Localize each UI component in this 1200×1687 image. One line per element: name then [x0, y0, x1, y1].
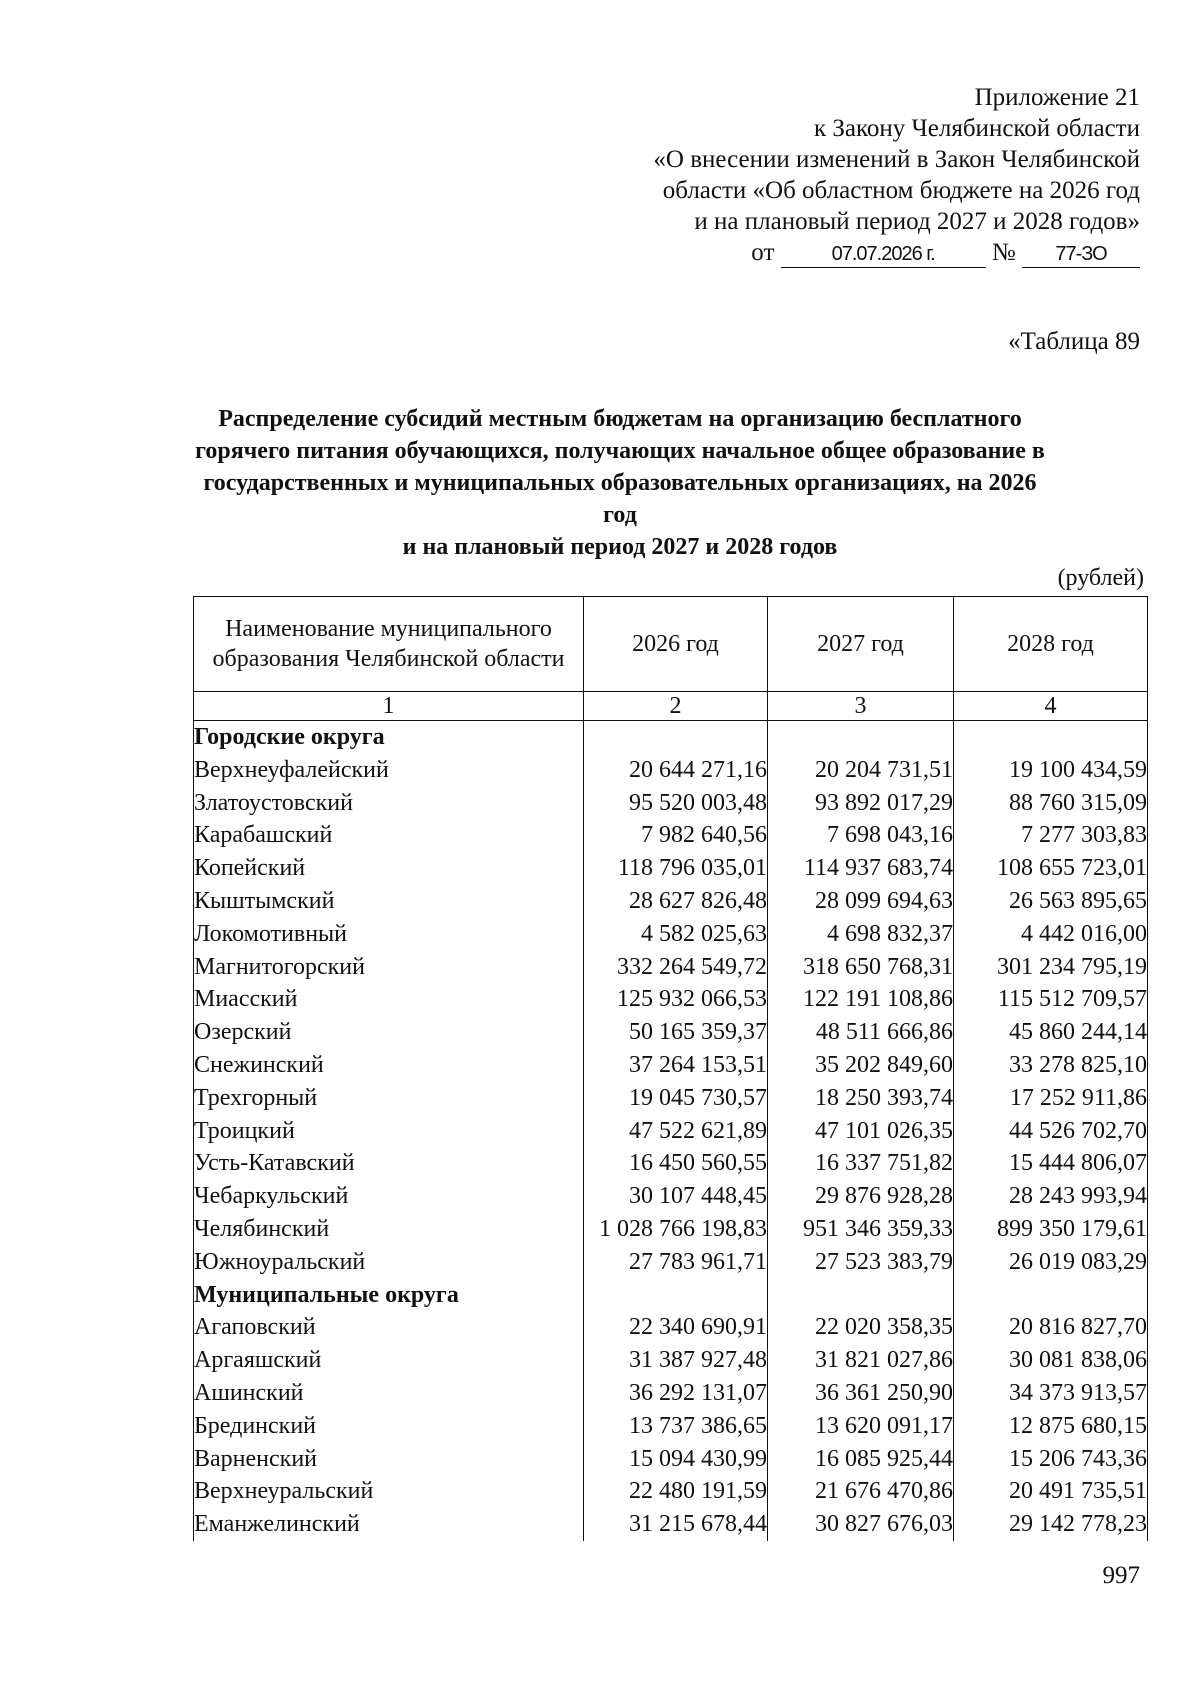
table-row: [194, 1311, 1148, 1344]
header-line: области «Об областном бюджете на 2026 год: [662, 177, 1140, 204]
amount-cell: 20 491 735,51: [954, 1475, 1148, 1508]
number-prefix: №: [991, 239, 1016, 266]
municipality-name: Златоустовский: [194, 787, 584, 820]
table-row: [194, 1443, 1148, 1476]
amount-cell: 13 737 386,65: [584, 1410, 768, 1443]
table-row: [194, 885, 1148, 918]
municipality-name: Троицкий: [194, 1115, 584, 1148]
title-line: горячего питания обучающихся, получающих начальное общее образование в: [195, 438, 1045, 464]
table-row: [194, 1180, 1148, 1213]
municipality-name: Южноуральский: [194, 1246, 584, 1279]
table-row: [194, 852, 1148, 885]
amount-cell: 26 563 895,65: [954, 885, 1148, 918]
table-row: [194, 918, 1148, 951]
table-row: [194, 1115, 1148, 1148]
table-row: [194, 1082, 1148, 1115]
municipality-name: Еманжелинский: [194, 1508, 584, 1541]
amount-cell: 29 876 928,28: [768, 1180, 954, 1213]
header-2028: 2028 год: [954, 597, 1148, 692]
amount-cell: 13 620 091,17: [768, 1410, 954, 1443]
table-row: [194, 819, 1148, 852]
section-row: [194, 1279, 1148, 1312]
amount-cell: 50 165 359,37: [584, 1016, 768, 1049]
amount-cell: 114 937 683,74: [768, 852, 954, 885]
amount-cell: 31 215 678,44: [584, 1508, 768, 1541]
amount-cell: 7 698 043,16: [768, 819, 954, 852]
amount-cell: 20 644 271,16: [584, 754, 768, 787]
table-label: «Таблица 89: [1008, 328, 1140, 355]
number-field: 77-ЗО: [1022, 241, 1140, 268]
municipality-name: Карабашский: [194, 819, 584, 852]
amount-cell: 301 234 795,19: [954, 951, 1148, 984]
amount-cell: 28 627 826,48: [584, 885, 768, 918]
amount-cell: 34 373 913,57: [954, 1377, 1148, 1410]
empty-cell: [584, 1279, 768, 1312]
amount-cell: 47 101 026,35: [768, 1115, 954, 1148]
column-number: 3: [768, 692, 954, 721]
municipality-name: Озерский: [194, 1016, 584, 1049]
column-number: 4: [954, 692, 1148, 721]
amount-cell: 19 100 434,59: [954, 754, 1148, 787]
table-row: [194, 1508, 1148, 1541]
column-number: 1: [194, 692, 584, 721]
amount-cell: 20 204 731,51: [768, 754, 954, 787]
municipality-name: Усть-Катавский: [194, 1147, 584, 1180]
table-row: [194, 1377, 1148, 1410]
table-row: [194, 1016, 1148, 1049]
amount-cell: 118 796 035,01: [584, 852, 768, 885]
amount-cell: 45 860 244,14: [954, 1016, 1148, 1049]
table-row: [194, 1475, 1148, 1508]
section-title: Городские округа: [194, 721, 584, 754]
municipality-name: Снежинский: [194, 1049, 584, 1082]
title-line: государственных и муниципальных образовательных организациях, на 2026 год: [203, 470, 1037, 528]
amount-cell: 19 045 730,57: [584, 1082, 768, 1115]
title-line: и на плановый период 2027 и 2028 годов: [402, 534, 838, 560]
amount-cell: 30 107 448,45: [584, 1180, 768, 1213]
subsidy-table: [193, 596, 1148, 1541]
amount-cell: 125 932 066,53: [584, 983, 768, 1016]
amount-cell: 36 292 131,07: [584, 1377, 768, 1410]
table-row: [194, 1344, 1148, 1377]
amount-cell: 951 346 359,33: [768, 1213, 954, 1246]
page-number: 997: [1102, 1562, 1140, 1589]
header-line: к Закону Челябинской области: [814, 115, 1140, 142]
date-number-line: [653, 237, 1140, 268]
amount-cell: 37 264 153,51: [584, 1049, 768, 1082]
table-row: [194, 1246, 1148, 1279]
empty-cell: [954, 721, 1148, 754]
column-number: 2: [584, 692, 768, 721]
table-row: [194, 1147, 1148, 1180]
table-body: [194, 721, 1148, 1541]
table-row: [194, 787, 1148, 820]
amount-cell: 15 444 806,07: [954, 1147, 1148, 1180]
amount-cell: 4 582 025,63: [584, 918, 768, 951]
amount-cell: 15 206 743,36: [954, 1443, 1148, 1476]
municipality-name: Агаповский: [194, 1311, 584, 1344]
amount-cell: 26 019 083,29: [954, 1246, 1148, 1279]
amount-cell: 44 526 702,70: [954, 1115, 1148, 1148]
empty-cell: [954, 1279, 1148, 1312]
amount-cell: 30 827 676,03: [768, 1508, 954, 1541]
amount-cell: 29 142 778,23: [954, 1508, 1148, 1541]
amount-cell: 332 264 549,72: [584, 951, 768, 984]
amount-cell: 18 250 393,74: [768, 1082, 954, 1115]
table-row: [194, 1049, 1148, 1082]
amount-cell: 36 361 250,90: [768, 1377, 954, 1410]
table-header-row: [194, 597, 1148, 692]
amount-cell: 47 522 621,89: [584, 1115, 768, 1148]
amount-cell: 4 698 832,37: [768, 918, 954, 951]
amount-cell: 899 350 179,61: [954, 1213, 1148, 1246]
amount-cell: 22 340 690,91: [584, 1311, 768, 1344]
amount-cell: 7 277 303,83: [954, 819, 1148, 852]
amount-cell: 115 512 709,57: [954, 983, 1148, 1016]
amount-cell: 31 387 927,48: [584, 1344, 768, 1377]
table-row: [194, 1410, 1148, 1443]
amount-cell: 15 094 430,99: [584, 1443, 768, 1476]
amount-cell: 93 892 017,29: [768, 787, 954, 820]
header-line: «О внесении изменений в Закон Челябинской: [653, 146, 1140, 173]
municipality-name: Магнитогорский: [194, 951, 584, 984]
municipality-name: Аргаяшский: [194, 1344, 584, 1377]
amount-cell: 22 480 191,59: [584, 1475, 768, 1508]
amount-cell: 108 655 723,01: [954, 852, 1148, 885]
municipality-name: Верхнеуральский: [194, 1475, 584, 1508]
municipality-name: Миасский: [194, 983, 584, 1016]
table-row: [194, 1213, 1148, 1246]
empty-cell: [768, 1279, 954, 1312]
empty-cell: [768, 721, 954, 754]
municipality-name: Брединский: [194, 1410, 584, 1443]
date-field: 07.07.2026 г.: [781, 241, 986, 268]
amount-cell: 31 821 027,86: [768, 1344, 954, 1377]
amount-cell: 48 511 666,86: [768, 1016, 954, 1049]
municipality-name: Верхнеуфалейский: [194, 754, 584, 787]
section-row: [194, 721, 1148, 754]
amount-cell: 27 523 383,79: [768, 1246, 954, 1279]
amount-cell: 122 191 108,86: [768, 983, 954, 1016]
amount-cell: 27 783 961,71: [584, 1246, 768, 1279]
amount-cell: 16 337 751,82: [768, 1147, 954, 1180]
amount-cell: 30 081 838,06: [954, 1344, 1148, 1377]
table-row: [194, 951, 1148, 984]
amount-cell: 28 099 694,63: [768, 885, 954, 918]
municipality-name: Копейский: [194, 852, 584, 885]
amount-cell: 4 442 016,00: [954, 918, 1148, 951]
amount-cell: 20 816 827,70: [954, 1311, 1148, 1344]
date-prefix: от: [751, 239, 775, 266]
header-2026: 2026 год: [584, 597, 768, 692]
appendix-header: [653, 82, 1140, 268]
amount-cell: 95 520 003,48: [584, 787, 768, 820]
amount-cell: 318 650 768,31: [768, 951, 954, 984]
municipality-name: Челябинский: [194, 1213, 584, 1246]
empty-cell: [584, 721, 768, 754]
column-number-row: [194, 692, 1148, 721]
municipality-name: Трехгорный: [194, 1082, 584, 1115]
municipality-name: Кыштымский: [194, 885, 584, 918]
amount-cell: 28 243 993,94: [954, 1180, 1148, 1213]
amount-cell: 35 202 849,60: [768, 1049, 954, 1082]
amount-cell: 12 875 680,15: [954, 1410, 1148, 1443]
municipality-name: Чебаркульский: [194, 1180, 584, 1213]
amount-cell: 16 450 560,55: [584, 1147, 768, 1180]
table-row: [194, 754, 1148, 787]
title-line: Распределение субсидий местным бюджетам на организацию бесплатного: [218, 406, 1022, 432]
amount-cell: 33 278 825,10: [954, 1049, 1148, 1082]
amount-cell: 21 676 470,86: [768, 1475, 954, 1508]
header-line: Приложение 21: [974, 84, 1140, 111]
municipality-name: Локомотивный: [194, 918, 584, 951]
amount-cell: 88 760 315,09: [954, 787, 1148, 820]
amount-cell: 22 020 358,35: [768, 1311, 954, 1344]
header-municipality: Наименование муниципального образования Челябинской области: [194, 597, 584, 692]
table-row: [194, 983, 1148, 1016]
document-title: [190, 403, 1050, 563]
amount-cell: 1 028 766 198,83: [584, 1213, 768, 1246]
amount-cell: 16 085 925,44: [768, 1443, 954, 1476]
units-label: (рублей): [1057, 565, 1144, 591]
amount-cell: 17 252 911,86: [954, 1082, 1148, 1115]
municipality-name: Варненский: [194, 1443, 584, 1476]
amount-cell: 7 982 640,56: [584, 819, 768, 852]
municipality-name: Ашинский: [194, 1377, 584, 1410]
header-2027: 2027 год: [768, 597, 954, 692]
header-line: и на плановый период 2027 и 2028 годов»: [694, 208, 1140, 235]
section-title: Муниципальные округа: [194, 1279, 584, 1312]
